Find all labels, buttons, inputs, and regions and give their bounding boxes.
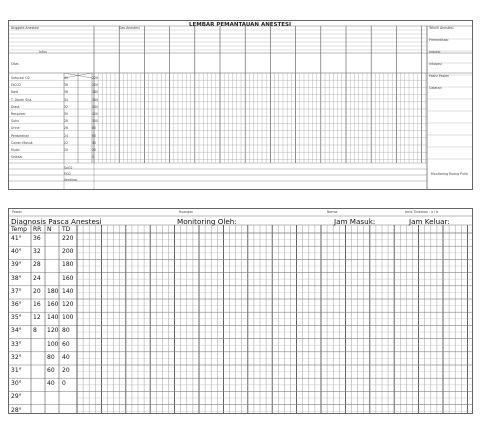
scale-temp: 32° — [11, 353, 22, 361]
scale-value: 36 — [64, 90, 69, 95]
vital-sign-label: T. Darah Sist. — [11, 97, 33, 102]
right-panel-label: Catatan — [429, 86, 442, 90]
scale-value: 24 — [64, 133, 69, 138]
vital-sign-label: Selesai — [11, 155, 23, 160]
anesthesia-monitoring-sheet — [8, 20, 473, 190]
header-mid-label: Gas Anestesi — [119, 26, 140, 30]
diagnosis-label: Diagnosis Pasca Anestesi — [11, 217, 102, 226]
scale-temp: 34° — [11, 327, 22, 335]
scale-temp: 36° — [11, 301, 22, 308]
scale-rr: 28 — [33, 261, 41, 269]
scale-value: 200 — [92, 83, 99, 88]
right-panel-label: Intubasi — [429, 62, 442, 66]
scale-temp: 38° — [11, 274, 22, 282]
monitoring-label: Monitoring Oleh: — [177, 217, 237, 226]
number-label: Nomor — [327, 210, 338, 214]
vital-sign-label: Saturasi O2 — [11, 76, 30, 80]
top-sheet-grid — [9, 21, 472, 189]
right-panel-label: Premedikasi — [429, 38, 449, 42]
scale-value: 30 — [64, 112, 69, 116]
scale-temp: 33° — [11, 340, 22, 348]
scale-td: 60 — [62, 340, 70, 348]
scale-rr: 32 — [33, 248, 41, 256]
scale-td: 100 — [62, 314, 74, 322]
scale-td: 200 — [62, 248, 74, 256]
jam-keluar-label: Jam Keluar: — [409, 217, 450, 226]
right-panel-label: Posisi Pasien — [429, 74, 450, 78]
scale-temp: 28° — [11, 406, 22, 414]
scale-td: 160 — [62, 274, 74, 282]
scale-temp: 37° — [11, 287, 22, 295]
col-header-n: N — [47, 226, 52, 233]
scale-value: 22 — [64, 140, 69, 145]
section-label-obat: Obat — [11, 62, 19, 66]
right-panel-label: Induksi — [429, 50, 441, 54]
jam-masuk-label: Jam Masuk: — [334, 217, 376, 226]
scale-temp: 31° — [11, 367, 22, 374]
scale-value: 28 — [64, 119, 69, 124]
scale-temp: 35° — [11, 314, 22, 322]
recovery-monitoring-sheet — [8, 208, 473, 414]
scale-td: 40 — [62, 353, 70, 361]
vital-sign-label: Urine — [11, 126, 20, 131]
row-label-fio2: FiO2 — [64, 172, 72, 176]
scale-temp: 30° — [11, 380, 22, 388]
room-label: Ruangan — [179, 210, 194, 214]
scale-n: 160 — [47, 301, 59, 308]
scale-value: 80 — [92, 126, 97, 131]
scale-n: 140 — [47, 314, 59, 322]
scale-td: 20 — [62, 367, 70, 374]
scale-rr: 24 — [33, 274, 41, 282]
scale-td: 140 — [62, 287, 74, 295]
scale-n: 60 — [47, 367, 55, 374]
col-header-rr: RR — [33, 226, 42, 233]
scale-value: 26 — [64, 126, 69, 131]
scale-value: 120 — [92, 112, 99, 116]
scale-rr: 12 — [33, 314, 41, 322]
vital-sign-label: Mulai — [11, 148, 20, 152]
sheet-title: LEMBAR PEMANTAUAN ANESTESI — [189, 22, 292, 28]
scale-value: 40 — [64, 76, 69, 80]
bottom-sheet-grid — [9, 209, 472, 413]
scale-temp: 41° — [11, 235, 22, 242]
row-label-ventilasi: Ventilasi — [64, 178, 78, 182]
scale-rr: 20 — [33, 287, 41, 295]
scale-td: 120 — [62, 301, 74, 308]
scale-td: 80 — [62, 327, 70, 335]
scale-value: 60 — [92, 133, 97, 138]
header-left-label: Anggota Anestesi — [11, 26, 39, 30]
scale-value: 38 — [64, 83, 69, 88]
vital-sign-label: Cairan Masuk — [11, 140, 33, 145]
scale-value: 0 — [92, 155, 95, 160]
col-header-td: TD — [62, 226, 71, 233]
section-label-infus: Infus — [39, 50, 47, 54]
scale-n: 80 — [47, 353, 55, 361]
vital-sign-label: Respirasi — [11, 112, 26, 116]
scale-rr: 16 — [33, 301, 41, 308]
scale-value: 160 — [92, 97, 99, 102]
scale-value: 40 — [92, 140, 97, 145]
scale-value: 220 — [92, 76, 99, 80]
row-label-sao2: SaO2 — [64, 166, 73, 170]
vital-sign-label: Nadi — [11, 90, 19, 95]
scale-n: 120 — [47, 327, 59, 335]
scale-value: 32 — [64, 104, 69, 109]
vital-sign-label: EtCO2 — [11, 83, 22, 88]
vital-sign-label: Diast. — [11, 104, 21, 109]
scale-n: 100 — [47, 340, 59, 348]
right-panel-label: Teknik Anestesi — [429, 26, 454, 30]
scale-td: 220 — [62, 235, 74, 242]
scale-n: 180 — [47, 287, 59, 295]
scale-value: 20 — [64, 148, 69, 152]
footer-text: Monitoring Ruang Pulih — [431, 172, 468, 176]
date-label: Jenis Tindakan : a / b — [405, 210, 439, 214]
scale-n: 40 — [47, 380, 55, 388]
scale-temp: 29° — [11, 393, 22, 401]
scale-value: 100 — [92, 119, 99, 124]
scale-value: 180 — [92, 90, 99, 95]
patient-label: Pasien — [12, 210, 23, 214]
scale-value: 34 — [64, 97, 69, 102]
scale-td: 0 — [62, 380, 66, 388]
scale-value: 140 — [92, 104, 99, 109]
col-header-temp: Temp — [11, 226, 27, 233]
vital-sign-label: Perdarahan — [11, 133, 30, 138]
scale-value: 20 — [92, 148, 97, 152]
scale-temp: 40° — [11, 248, 22, 256]
vital-sign-label: Suhu — [11, 119, 20, 124]
scale-rr: 8 — [33, 327, 37, 335]
scale-rr: 36 — [33, 235, 41, 242]
scale-temp: 39° — [11, 261, 22, 269]
scale-td: 180 — [62, 261, 74, 269]
